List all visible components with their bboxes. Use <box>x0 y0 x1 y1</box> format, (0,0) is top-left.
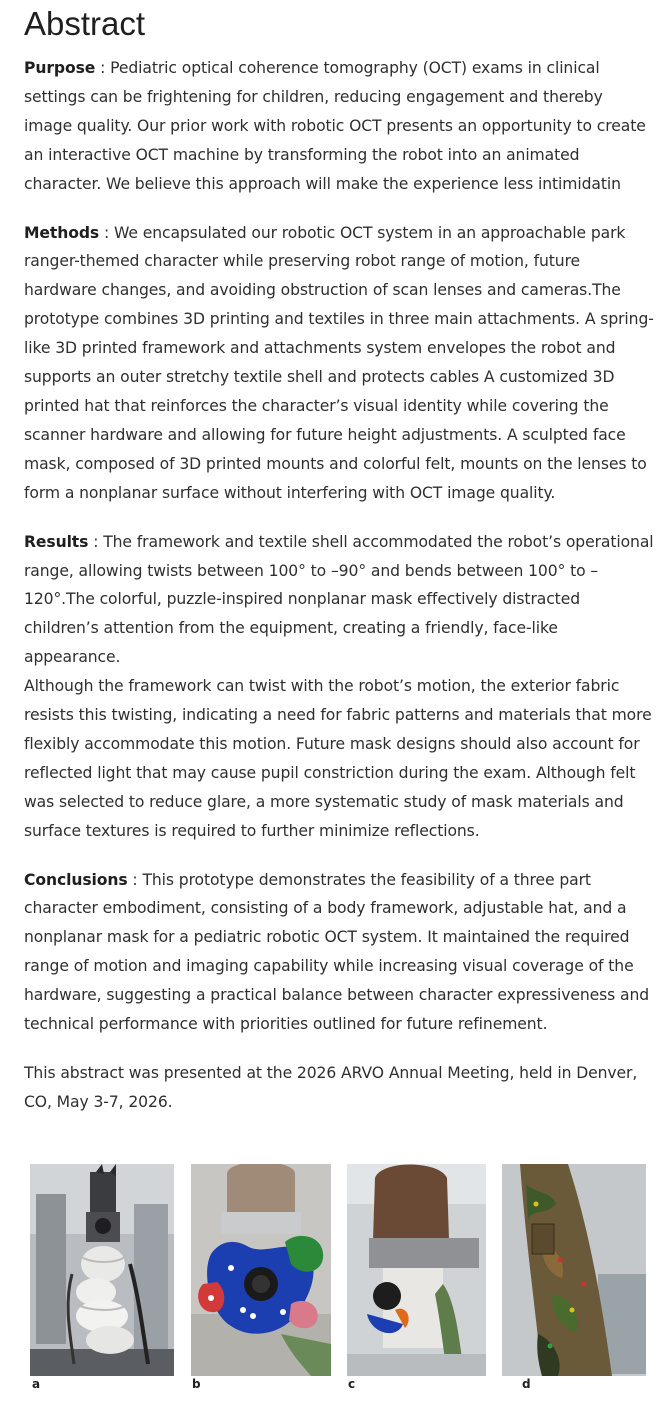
figure-panel-a <box>30 1164 174 1376</box>
methods-label: Methods <box>24 223 100 242</box>
abstract-content <box>24 0 654 1137</box>
side-view-photo <box>347 1164 486 1376</box>
results-text: : The framework and textile shell accommodated the robot’s operational range, allowing twists between 100° to –90° and bends between 100° to –120°.The colorful, puzzle-inspired nonplanar mask effectively distracted children’s attention from the equipment, creating a friendly, face-like appearance. <box>24 532 654 667</box>
face-mask-photo <box>191 1164 331 1376</box>
panel-label-b: b <box>192 1377 201 1391</box>
conclusions-text: : This prototype demonstrates the feasibility of a three part character embodiment, consisting of a body framework, adjustable hat, and a nonplanar mask for a pediatric robotic OCT system. It maintained the required range of motion and imaging capability while increasing visual coverage of the hardware, suggesting a practical balance between character expressiveness and technical performance with priorities outlined for future refinement. <box>24 870 650 1034</box>
results-label: Results <box>24 532 89 551</box>
methods-text: : We encapsulated our robotic OCT system in an approachable park ranger-themed character while preserving robot range of motion, future hardware changes, and avoiding obstruction of scan lenses and cameras.The prototype combines 3D printing and textiles in three main attachments. A spring-like 3D printed framework and attachments system envelopes the robot and supports an outer stretchy textile shell and protects cables A customized 3D printed hat that reinforces the character’s visual identity while covering the scanner hardware and allowing for future height adjustments. A sculpted face mask, composed of 3D printed mounts and colorful felt, mounts on the lenses to form a nonplanar surface without interfering with OCT image quality. <box>24 223 654 502</box>
panel-label-d: d <box>522 1377 531 1391</box>
presentation-note: This abstract was presented at the 2026 ARVO Annual Meeting, held in Denver, CO, May 3-7, 2026. <box>24 1064 638 1111</box>
panel-label-a: a <box>32 1377 41 1391</box>
results-paragraph <box>24 528 654 673</box>
conclusions-label: Conclusions <box>24 870 128 889</box>
figure-panel-b <box>191 1164 331 1376</box>
conclusions-paragraph <box>24 866 654 1039</box>
textile-shell-photo <box>502 1164 646 1376</box>
abstract-heading: Abstract <box>24 5 146 42</box>
robot-framework-photo <box>30 1164 174 1376</box>
figure-panel-d <box>502 1164 646 1376</box>
panel-label-c: c <box>348 1377 356 1391</box>
purpose-paragraph <box>24 54 654 199</box>
purpose-label: Purpose <box>24 59 96 77</box>
prototype-figure <box>30 1164 646 1400</box>
purpose-text: : Pediatric optical coherence tomography (OCT) exams in clinical settings can be frightening for children, reducing engagement and thereby image quality. Our prior work with robotic OCT presents an opportunity to create an interactive OCT machine by transforming the robot into an animated character. We believe this approach will make the experience less intimidatin <box>24 59 646 193</box>
figure-panel-c <box>347 1164 486 1376</box>
results-text-continued: Although the framework can twist with the robot’s motion, the exterior fabric resists this twisting, indicating a need for fabric patterns and materials that more flexibly accommodate this motion. Future mask designs should also account for reflected light that may cause pupil constriction during the exam. Although felt was selected to reduce glare, a more systematic study of mask materials and surface textures is required to further minimize reflections. <box>24 677 652 840</box>
results-paragraph-continued <box>24 672 654 845</box>
methods-paragraph <box>24 219 654 508</box>
